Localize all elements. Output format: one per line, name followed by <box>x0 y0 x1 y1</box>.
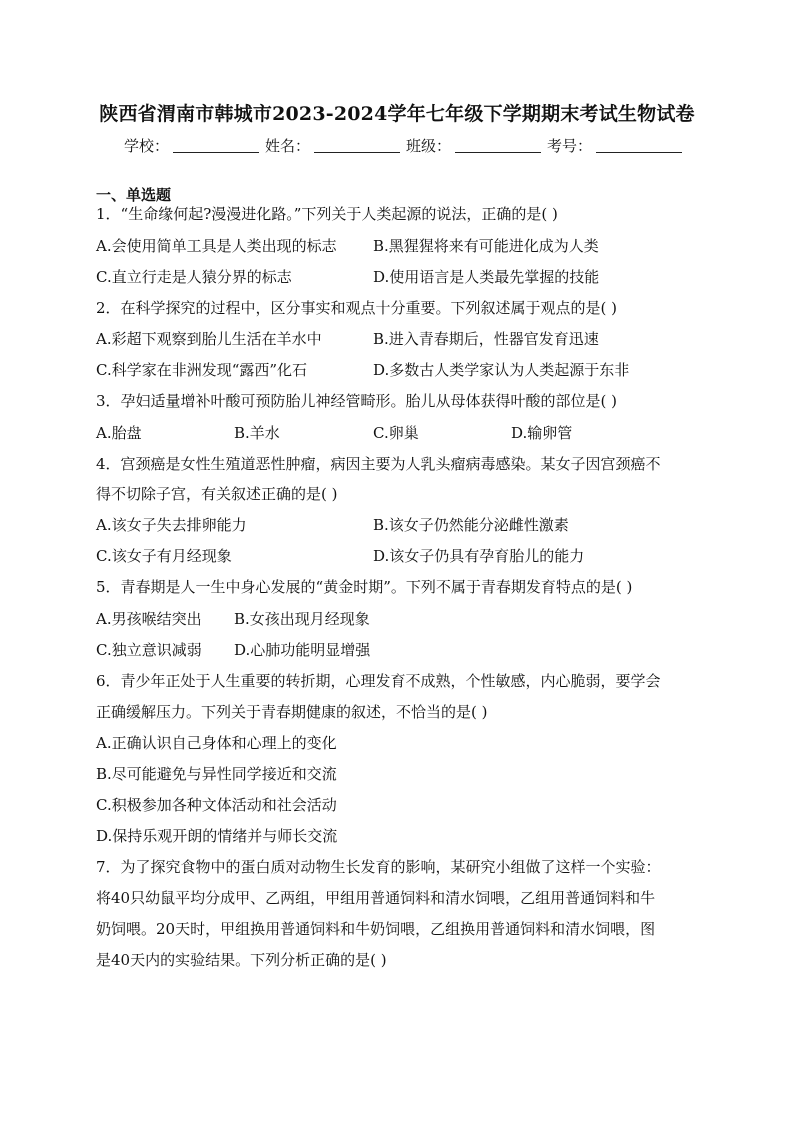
number-blank[interactable] <box>596 138 682 153</box>
answer-option: B.女孩出现月经现象 <box>234 610 370 628</box>
answer-option: D.该女子仍具有孕育胎儿的能力 <box>373 547 585 565</box>
student-info-row <box>124 135 688 156</box>
answer-option: B.该女子仍然能分泌雌性激素 <box>373 516 569 534</box>
answer-option: B.羊水 <box>234 424 280 442</box>
question-text: 得不切除子宫，有关叙述正确的是( ) <box>96 485 338 503</box>
number-label: 考号： <box>547 137 593 155</box>
answer-option: D.多数古人类学家认为人类起源于东非 <box>373 361 630 379</box>
question-text: 将40只幼鼠平均分成甲、乙两组，甲组用普通饲料和清水饲喂，乙组用普通饲料和牛 <box>96 889 656 907</box>
answer-option: C.科学家在非洲发现“露西”化石 <box>96 361 308 379</box>
answer-option: B.尽可能避免与异性同学接近和交流 <box>96 765 337 783</box>
class-label: 班级： <box>406 137 452 155</box>
answer-option: C.卵巢 <box>373 424 419 442</box>
class-field <box>406 135 541 156</box>
answer-option: A.该女子失去排卵能力 <box>96 516 247 534</box>
section-heading: 一、单选题 <box>96 186 172 204</box>
answer-option: D.使用语言是人类最先掌握的技能 <box>373 268 600 286</box>
name-blank[interactable] <box>314 138 400 153</box>
answer-option: A.正确认识自己身体和心理上的变化 <box>96 734 337 752</box>
answer-option: A.男孩喉结突出 <box>96 610 202 628</box>
answer-option: B.黑猩猩将来有可能进化成为人类 <box>373 237 599 255</box>
question-text: 正确缓解压力。下列关于青春期健康的叙述，不恰当的是( ) <box>96 703 488 721</box>
question-text: 7．为了探究食物中的蛋白质对动物生长发育的影响，某研究小组做了这样一个实验： <box>96 858 661 876</box>
answer-option: D.保持乐观开朗的情绪并与师长交流 <box>96 827 338 845</box>
name-label: 姓名： <box>265 137 311 155</box>
answer-option: C.该女子有月经现象 <box>96 547 232 565</box>
answer-option: D.心肺功能明显增强 <box>234 641 371 659</box>
question-text: 1．“生命缘何起?漫漫进化路。”下列关于人类起源的说法，正确的是( ) <box>96 205 558 223</box>
school-blank[interactable] <box>173 138 259 153</box>
answer-option: C.直立行走是人猿分界的标志 <box>96 268 292 286</box>
class-blank[interactable] <box>455 138 541 153</box>
number-field <box>547 135 682 156</box>
question-text: 是40天内的实验结果。下列分析正确的是( ) <box>96 951 387 969</box>
question-text: 4．宫颈癌是女性生殖道恶性肿瘤，病因主要为人乳头瘤病毒感染。某女子因宫颈癌不 <box>96 455 661 473</box>
answer-option: C.积极参加各种文体活动和社会活动 <box>96 796 337 814</box>
answer-option: A.胎盘 <box>96 424 142 442</box>
school-label: 学校： <box>124 137 170 155</box>
question-text: 2．在科学探究的过程中，区分事实和观点十分重要。下列叙述属于观点的是( ) <box>96 299 618 317</box>
question-text: 6．青少年正处于人生重要的转折期，心理发育不成熟，个性敏感，内心脆弱，要学会 <box>96 672 661 690</box>
school-field <box>124 135 259 156</box>
question-text: 5．青春期是人一生中身心发展的“黄金时期”。下列不属于青春期发育特点的是( ) <box>96 578 633 596</box>
answer-option: D.输卵管 <box>511 424 573 442</box>
answer-option: A.会使用简单工具是人类出现的标志 <box>96 237 337 255</box>
answer-option: A.彩超下观察到胎儿生活在羊水中 <box>96 330 322 348</box>
answer-option: C.独立意识减弱 <box>96 641 202 659</box>
exam-title: 陕西省渭南市韩城市2023-2024学年七年级下学期期末考试生物试卷 <box>99 103 695 125</box>
answer-option: B.进入青春期后，性器官发育迅速 <box>373 330 599 348</box>
question-text: 奶饲喂。20天时，甲组换用普通饲料和牛奶饲喂，乙组换用普通饲料和清水饲喂，图 <box>96 920 656 938</box>
name-field <box>265 135 400 156</box>
question-text: 3．孕妇适量增补叶酸可预防胎儿神经管畸形。胎儿从母体获得叶酸的部位是( ) <box>96 392 618 410</box>
